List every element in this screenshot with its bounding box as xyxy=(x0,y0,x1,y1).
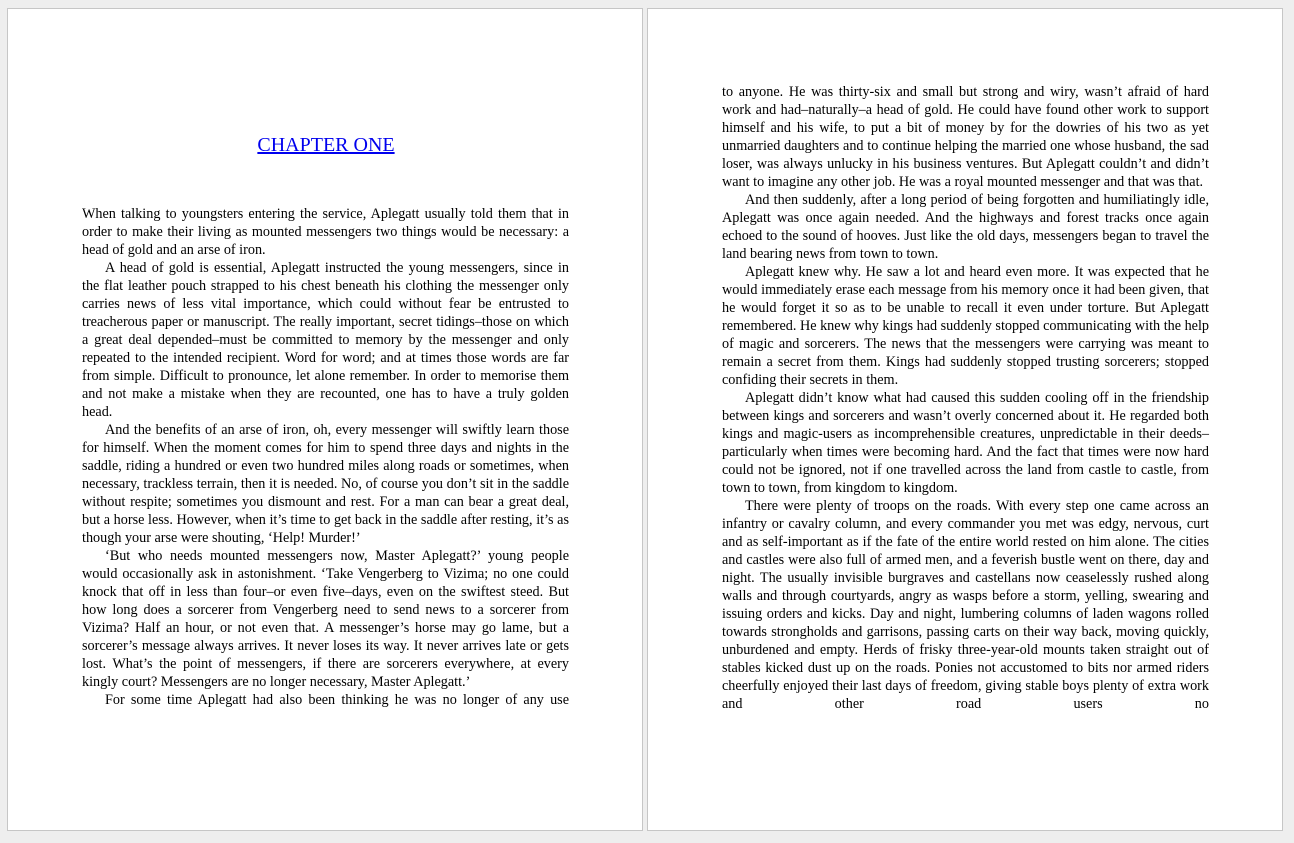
paragraph: And then suddenly, after a long period of being forgotten and humiliatingly idle, Aplegatt was once again needed. And the highways and forest tracks once again echoed to the sound of hooves. Just like the old days, messengers began to travel the land bearing news from town to town. xyxy=(722,192,1209,262)
paragraph: For some time Aplegatt had also been thinking he was no longer of any use xyxy=(105,692,569,708)
paragraph: When talking to youngsters entering the service, Aplegatt usually told them that in order to make their living as mounted messengers two things would be necessary: a head of gold and an arse of iron. xyxy=(82,206,569,258)
paragraph: Aplegatt knew why. He saw a lot and heard even more. It was expected that he would immediately erase each message from his memory once it had been given, that he would forget it so as to be unable to recall it even under torture. But Aplegatt remembered. He knew why kings had suddenly stopped communicating with the help of magic and sorcerers. The news that the messengers were carrying was meant to remain a secret from them. Kings had suddenly stopped trusting sorcerers; stopped confiding their secrets in them. xyxy=(722,264,1209,388)
paragraph: There were plenty of troops on the roads. With every step one came across an infantry or cavalry column, and every commander you met was edgy, nervous, curt and as self-important as if the fate of the entire world rested on him alone. The cities and castles were also full of armed men, and a feverish bustle went on there, day and night. The usually invisible burgraves and castellans now ceaselessly rushed along walls and through courtyards, angry as wasps before a storm, yelling, swearing and issuing orders and kicks. Day and night, lumbering columns of laden wagons rolled towards strongholds and garrisons, passing carts on their way back, moving quickly, unburdened and empty. Herds of frisky three-year-old mounts taken straight out of stables kicked dust up on the roads. Ponies not accustomed to bits nor armed riders cheerfully enjoyed their last days of freedom, giving stable boys plenty of extra work and other road users no xyxy=(722,498,1209,712)
paragraph: A head of gold is essential, Aplegatt instructed the young messengers, since in the flat leather pouch strapped to his chest beneath his clothing the messenger only carries news of less vital importance, which could without fear be entrusted to treacherous paper or manuscript. The really important, secret tidings–those on which a great deal depended–must be committed to memory by the messenger and only repeated to the intended recipient. Word for word; and at times those words are far from simple. Difficult to pronounce, let alone remember. In order to memorise them and not make a mistake when they are recounted, one has to have a truly golden head. xyxy=(82,260,569,420)
left-page-text xyxy=(82,205,569,709)
right-page xyxy=(647,8,1283,831)
paragraph: to anyone. He was thirty-six and small but strong and wiry, wasn’t afraid of hard work and had–naturally–a head of gold. He could have found other work to support himself and his wife, to put a bit of money by for the dowries of his two as yet unmarried daughters and to continue helping the married one whose husband, the sad loser, was always unlucky in his business ventures. But Aplegatt couldn’t and didn’t want to imagine any other job. He was a royal mounted messenger and that was that. xyxy=(722,84,1209,190)
right-page-text xyxy=(722,83,1209,713)
left-page xyxy=(7,8,643,831)
paragraph: ‘But who needs mounted messengers now, Master Aplegatt?’ young people would occasionally ask in astonishment. ‘Take Vengerberg to Vizima; no one could knock that off in less than four–or even five–days, even on the swiftest steed. But how long does a sorcerer from Vengerberg need to send news to a sorcerer from Vizima? Half an hour, or not even that. A messenger’s horse may go lame, but a sorcerer’s message always arrives. It never loses its way. It never arrives late or gets lost. What’s the point of messengers, if there are sorcerers everywhere, at every kingly court? Messengers are no longer necessary, Master Aplegatt.’ xyxy=(82,548,569,690)
paragraph: Aplegatt didn’t know what had caused this sudden cooling off in the friendship between kings and sorcerers and wasn’t overly concerned about it. He regarded both kings and magic-users as incomprehensible creatures, unpredictable in their deeds–particularly when times were becoming hard. And the fact that times were now hard could not be ignored, not if one travelled across the land from castle to castle, from town to town, from kingdom to kingdom. xyxy=(722,390,1209,496)
chapter-title-link[interactable]: CHAPTER ONE xyxy=(257,134,395,156)
paragraph: And the benefits of an arse of iron, oh, every messenger will swiftly learn those for himself. When the moment comes for him to spend three days and nights in the saddle, riding a hundred or even two hundred miles along roads or sometimes, when necessary, trackless terrain, then it is needed. No, of course you don’t sit in the saddle without respite; sometimes you dismount and rest. For a man can bear a great deal, but a horse less. However, when it’s time to get back in the saddle after resting, it’s as though your arse were shouting, ‘Help! Murder!’ xyxy=(82,422,569,546)
